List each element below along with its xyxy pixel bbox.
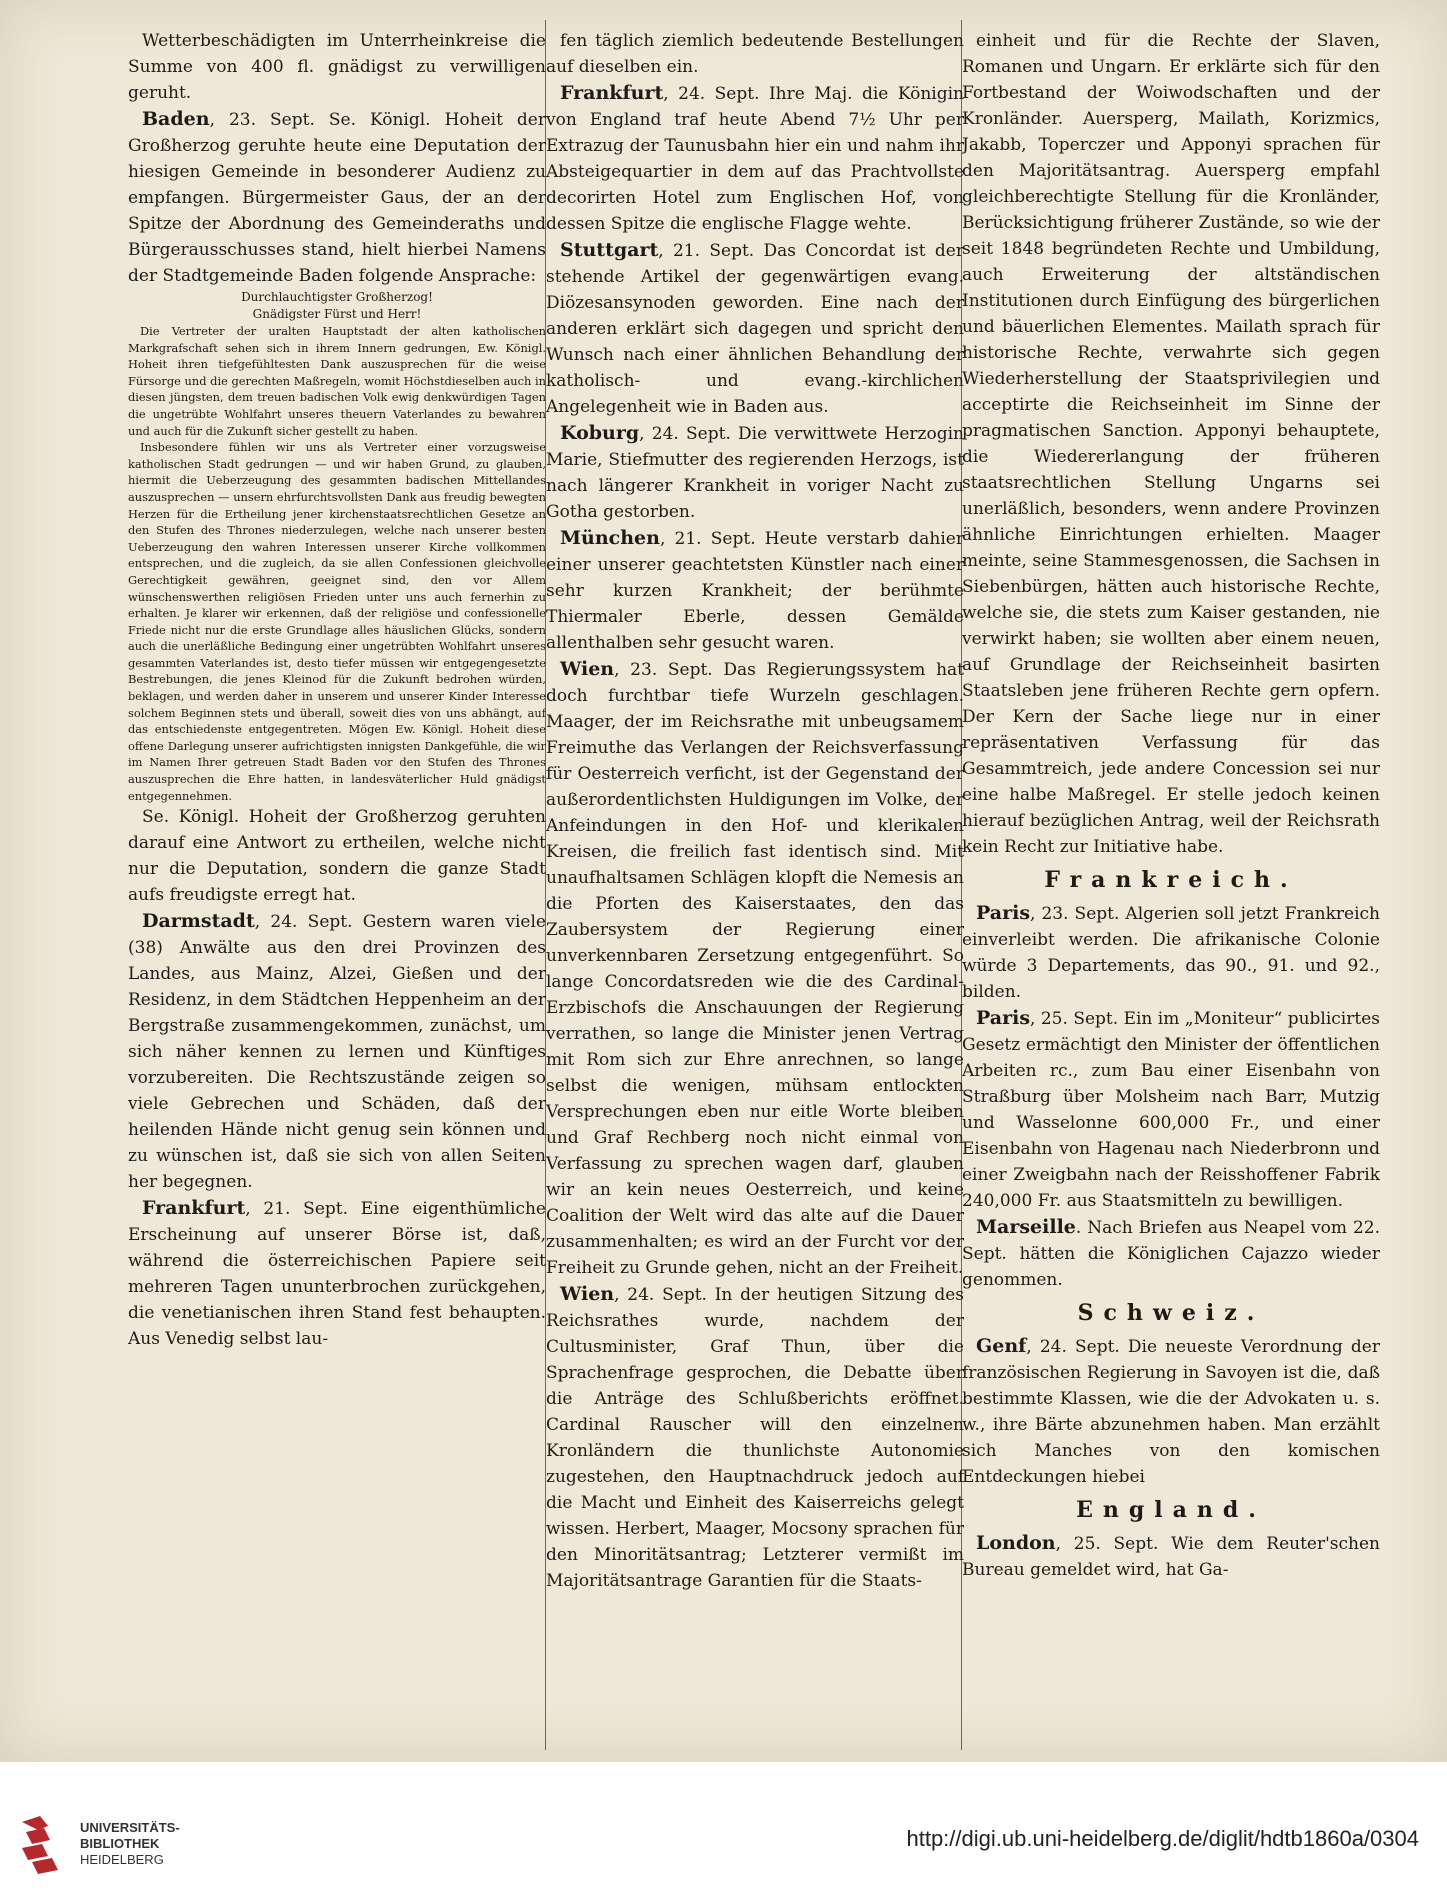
- article-paragraph: [546, 1281, 964, 1594]
- dateline-place: Paris: [976, 902, 1031, 924]
- article-paragraph: [546, 80, 964, 237]
- dateline-place: Darmstadt: [142, 910, 255, 933]
- dateline-place: Wien: [560, 1283, 615, 1305]
- article-text: . Nach Briefen aus Neapel vom 22. Sept. hätten die Königlichen Cajazzo wieder genommen.: [962, 1218, 1380, 1290]
- dateline-place: Stuttgart: [560, 239, 659, 261]
- article-text: , 24. Sept. Gestern waren viele (38) Anwälte aus den drei Provinzen des Landes, aus Mainz, Alzei, Gießen und der Residenz, in dem Städtchen Heppenheim an der Bergstraße zusammengekommen, zunächst, um sich näher kennen zu lernen und Künftiges vorzubereiten. Die Rechtszustände zeigen so viele Gebrechen und Schäden, daß der heilenden Hände nicht genug sein können und zu wünschen ist, daß sie sich von allen Seiten her begegnen.: [128, 912, 546, 1193]
- column-right: [962, 28, 1380, 1743]
- dateline-place: Marseille: [976, 1216, 1076, 1238]
- article-text: , 23. Sept. Algerien soll jetzt Frankreich einverleibt werden. Die afrikanische Colonie würde 3 Departements, das 90., 91. und 92., bilden.: [962, 904, 1380, 1002]
- article-text: , 21. Sept. Eine eigenthümliche Erscheinung auf unserer Börse ist, daß, während die österreichischen Papiere seit mehreren Tagen ununterbrochen zurückgehen, die venetianischen ihren Stand fest behaupten. Aus Venedig selbst lau-: [128, 1199, 546, 1350]
- library-name: [80, 1820, 180, 1868]
- article-paragraph: [546, 237, 964, 420]
- article-paragraph: [546, 656, 964, 1281]
- column-middle: [546, 28, 964, 1743]
- article-text: , 21. Sept. Das Concordat ist der stehende Artikel der gegenwärtigen evang. Diözesansynoden geworden. Eine nach der anderen erklärt sich dagegen und spricht den Wunsch nach einer ähnlichen Behandlung der katholisch- und evang.-kirchlichen Angelegenheit wie in Baden aus.: [546, 241, 964, 417]
- article-paragraph: [962, 900, 1380, 1005]
- article-paragraph: [128, 908, 546, 1195]
- salutation: Durchlauchtigster Großherzog!: [241, 290, 433, 304]
- article-paragraph: [128, 106, 546, 289]
- article-text: , 25. Sept. Ein im „Moniteur“ publicirtes Gesetz ermächtigt den Minister der öffentlichen Arbeiten rc., zum Bau einer Eisenbahn von Straßburg über Molsheim nach Barr, Mutzig und Wasselonne 600,000 Fr., und einer Eisenbahn von Hagenau nach Niederbronn und einer Zweigbahn nach der Reisshoffener Fabrik 240,000 Fr. aus Staatsmitteln zu bewilligen.: [962, 1009, 1380, 1211]
- viewer-footer: [0, 1762, 1447, 1901]
- article-text: , 24. Sept. In der heutigen Sitzung des Reichsrathes wurde, nachdem der Cultusminister, Graf Thun, über die Sprachenfrage gesprochen, die Debatte über die Anträge des Schlußberichts eröffnet. Cardinal Rauscher will den einzelnen Kronländern die thunlichste Autonomie zugestehen, den Hauptnachdruck jedoch auf die Macht und Einheit des Kaiserreichs gelegt wissen. Herbert, Maager, Mocsony sprachen für den Minoritätsantrag; Letzterer vermißt im Majoritätsantrage Garantien für die Staats-: [546, 1285, 964, 1591]
- dateline-place: München: [560, 527, 660, 549]
- permalink-url[interactable]: http://digi.ub.uni-heidelberg.de/diglit/hdtb1860a/0304: [906, 1826, 1419, 1851]
- library-name-line: HEIDELBERG: [80, 1852, 164, 1867]
- article-paragraph: [962, 1214, 1380, 1293]
- article-paragraph: [962, 1530, 1380, 1583]
- article-text: einheit und für die Rechte der Slaven, Romanen und Ungarn. Er erklärte sich für den Fortbestand der Woiwodschaften und der Kronländer. Auersperg, Mailath, Korizmics, Jakabb, Toperczer und Apponyi sprachen für den Majoritätsantrag. Auersperg empfahl gleichberechtigte Stellung für die Kronländer, Berücksichtigung früherer Zustände, so wie der seit 1848 begründeten Rechte und Umbildung, auch Erweiterung der altständischen Institutionen durch Einfügung des bürgerlichen und bäuerlichen Elementes. Mailath sprach für historische Rechte, verwahrte sich gegen Wiederherstellung der Staatsprivilegien und acceptirte die Reichseinheit im Sinne der pragmatischen Sanction. Apponyi behauptete, die Wiedererlangung der früheren staatsrechtlichen Stellung Ungarns sei unerläßlich, besonders, wenn andere Provinzen ähnliche Einrichtungen erhielten. Maager meinte, seine Stammesgenossen, die Sachsen in Siebenbürgen, hätten auch historische Rechte, welche sie, die stets zum Kaiser gestanden, nie verwirkt haben; sie wollten aber einem neuen, auf Grundlage der Reichseinheit basirten Staatsleben jene früheren Rechte gern opfern. Der Kern der Sache liege nur in einer repräsentativen Verfassung für das Gesammtreich, jede andere Concession sei nur eine halbe Maßregel. Er stelle jedoch keinen hierauf bezüglichen Antrag, weil der Reichsrath kein Recht zur Initiative habe.: [962, 31, 1380, 857]
- dateline-place: Frankfurt: [560, 82, 664, 104]
- article-text: Se. Königl. Hoheit der Großherzog geruhten darauf eine Antwort zu ertheilen, welche nicht nur die Deputation, sondern die ganze Stadt aufs freudigste erregt hat.: [128, 807, 546, 906]
- article-paragraph: [962, 1333, 1380, 1490]
- dateline-place: Genf: [976, 1335, 1027, 1357]
- dateline-place: Wien: [560, 658, 615, 680]
- article-paragraph: [546, 525, 964, 656]
- address-text: Die Vertreter der uralten Hauptstadt der alten katholischen Markgrafschaft sehen sich in ihrem Innern gedrungen, Ew. Königl. Hoheit ihren tiefgefühltesten Dank auszusprechen für die weise Fürsorge und die gerechten Maßregeln, womit Höchstdieselben auch in diesen jüngsten, dem treuen badischen Volk ewig denkwürdigen Tagen die ungetrübte Wohlfahrt unseres theuern Vaterlandes zu bewahren und auch für die Zukunft sicher gestellt zu haben.: [128, 324, 546, 438]
- library-logo-icon: [18, 1814, 72, 1876]
- section-heading-frankreich: Frankreich.: [1044, 867, 1298, 893]
- article-paragraph: [962, 1005, 1380, 1214]
- article-text: , 24. Sept. Ihre Maj. die Königin von England traf heute Abend 7½ Uhr per Extrazug der Taunusbahn hier ein und nahm ihr Absteigequartier in dem auf das Prachtvollste decorirten Hotel zum Englischen Hof, von dessen Spitze die englische Flagge wehte.: [546, 84, 964, 234]
- article-text: Wetterbeschädigten im Unterrheinkreise die Summe von 400 fl. gnädigst zu verwilligen geruht.: [128, 31, 546, 103]
- column-left: [128, 28, 546, 1743]
- dateline-place: Baden: [142, 108, 210, 130]
- article-text: , 25. Sept. Wie dem Reuter'schen Bureau gemeldet wird, hat Ga-: [962, 1534, 1380, 1580]
- article-text: , 24. Sept. Die neueste Verordnung der französischen Regierung in Savoyen ist die, daß bestimmte Klassen, wie die der Advokaten u. s. w., ihre Bärte abzunehmen haben. Man erzählt sich Manches von den komischen Entdeckungen hiebei: [962, 1337, 1380, 1487]
- section-heading-schweiz: Schweiz.: [1077, 1300, 1265, 1326]
- article-text: , 24. Sept. Die verwittwete Herzogin Marie, Stiefmutter des regierenden Herzogs, ist nach längerer Krankheit in voriger Nacht zu Gotha gestorben.: [546, 424, 964, 522]
- section-heading-england: England.: [1076, 1497, 1266, 1523]
- article-text: , 23. Sept. Das Regierungssystem hat doch furchtbar tiefe Wurzeln geschlagen. Maager, der im Reichsrathe mit unbeugsamem Freimuthe das Verlangen der Reichsverfassung für Oesterreich verficht, ist der Gegenstand der außerordentlichsten Huldigungen im Volke, der Anfeindungen in den Hof- und klerikalen Kreisen, die freilich fast identisch sind. Mit unaufhaltsamen Schlägen klopft die Nemesis an die Pforten des Kaiserstaates, den das Zaubersystem der Regierung einer unverkennbaren Zersetzung entgegenführt. So lange Concordatsreden wie die des Cardinal-Erzbischofs die Anschauungen der Regierung verrathen, so lange die Minister jenen Vertrag mit Rom sich zur Ehre anrechnen, so lange selbst die wenigen, mühsam entlockten Versprechungen eben nur eitle Worte bleiben und Graf Rechberg noch nicht einmal von Verfassung zu sprechen wagen darf, glauben wir an kein neues Oesterreich, und keine Coalition der Welt wird das alte auf die Dauer zusammenhalten; es wird an der Furcht vor der Freiheit zu Grunde gehen, nicht an der Freiheit.: [546, 660, 964, 1278]
- article-text: , 21. Sept. Heute verstarb dahier einer unserer geachtetsten Künstler nach einer sehr kurzen Krankheit; der berühmte Thiermaler Eberle, dessen Gemälde allenthalben sehr gesucht waren.: [546, 529, 964, 653]
- article-paragraph: [546, 420, 964, 525]
- article-text: , 23. Sept. Se. Königl. Hoheit der Großherzog geruhte heute eine Deputation der hiesigen Gemeinde in besonderer Audienz zu empfangen. Bürgermeister Gaus, der an der Spitze der Abordnung des Gemeinderaths und Bürgerausschusses stand, hielt hierbei Namens der Stadtgemeinde Baden folgende Ansprache:: [128, 110, 546, 286]
- library-name-line: BIBLIOTHEK: [80, 1836, 160, 1851]
- article-text: fen täglich ziemlich bedeutende Bestellungen auf dieselben ein.: [546, 31, 964, 77]
- address-text: Insbesondere fühlen wir uns als Vertreter einer vorzugsweise katholischen Stadt gedrungen — und wir haben Grund, zu glauben, hiermit die Ueberzeugung des gesammten badischen Mittellandes auszusprechen — unsern ehrfurchtsvollsten Dank aus freudig bewegten Herzen für die Ertheilung jener kirchenstaatsrechtlichen Gesetze an den Stufen des Thrones niederzulegen, welche nach unserer besten Ueberzeugung den wahren Interessen unserer Kirche vollkommen entsprechen, und die zugleich, da sie allen Confessionen gleichvolle Gerechtigkeit gewähren, geeignet sind, den vor Allem wünschenswerthen religiösen Frieden unter uns auch fernerhin zu erhalten. Je klarer wir erkennen, daß der religiöse und confessionelle Friede nicht nur die erste Grundlage alles häuslichen Glücks, sondern auch die unerläßliche Bedingung einer ungetrübten Wohlfahrt unseres gesammten Vaterlandes ist, desto tiefer müssen wir entgegengesetzte Bestrebungen, die jenes Kleinod für die Zukunft bedrohen würden, beklagen, und werden daher in unserem und unserer Kinder Interesse solchem Beginnen stets und überall, soweit dies von uns abhängt, auf das entschiedenste entgegentreten. Mögen Ew. Königl. Hoheit diese offene Darlegung unserer aufrichtigsten innigsten Dankgefühle, die wir im Namen Ihrer getreuen Stadt Baden vor den Stufen des Thrones auszusprechen die Ehre hatten, in landesväterlicher Huld gnädigst entgegennehmen.: [128, 440, 546, 803]
- article-paragraph: [128, 1195, 546, 1352]
- dateline-place: Koburg: [560, 422, 640, 444]
- dateline-place: Paris: [976, 1007, 1031, 1029]
- library-name-line: UNIVERSITÄTS-: [80, 1820, 180, 1835]
- dateline-place: London: [976, 1532, 1056, 1554]
- salutation: Gnädigster Fürst und Herr!: [252, 307, 422, 321]
- dateline-place: Frankfurt: [142, 1197, 246, 1220]
